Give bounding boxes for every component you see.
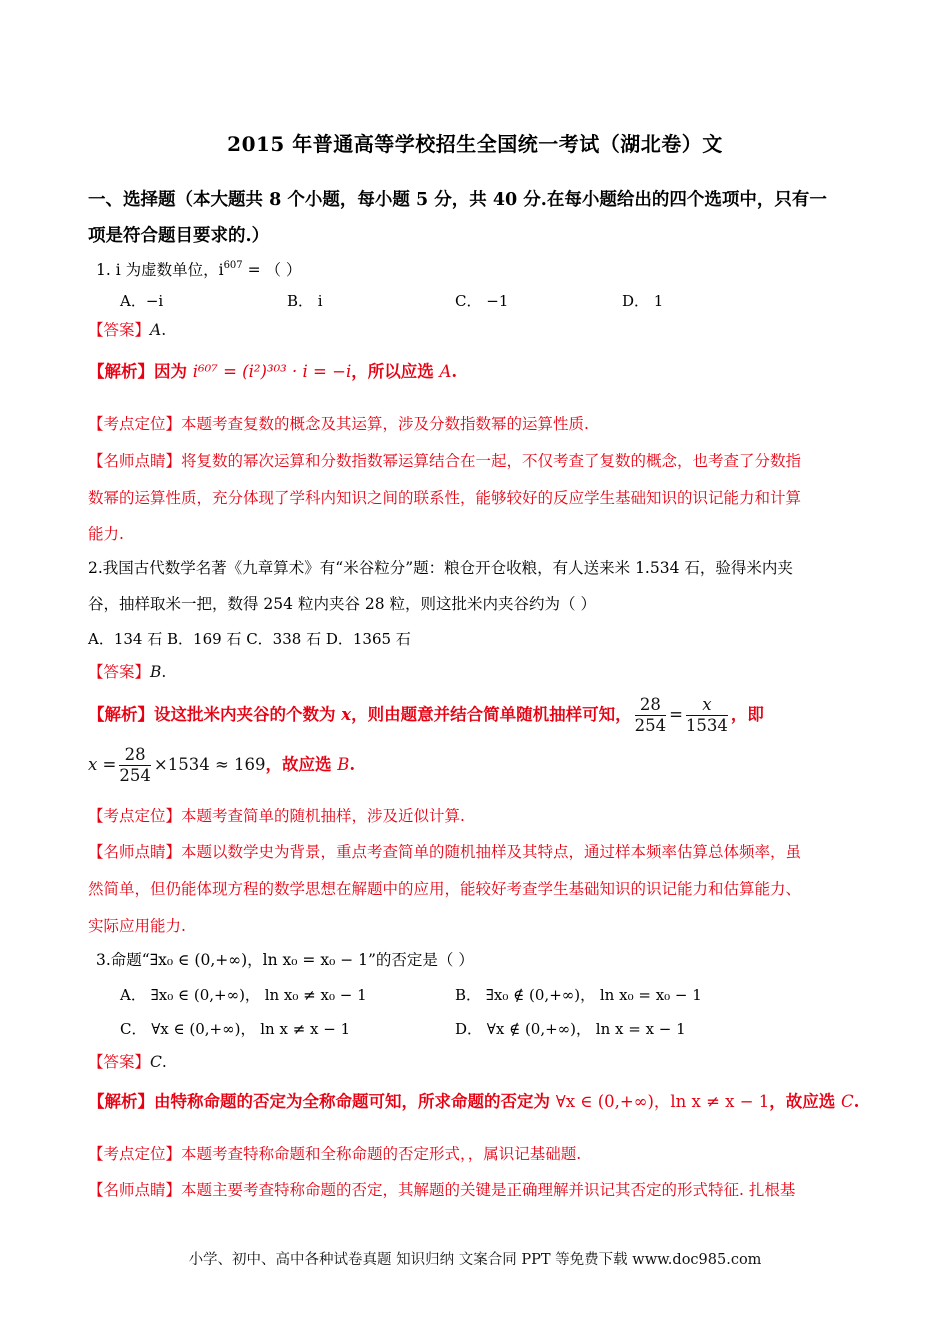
q2-mingshi-line3: 实际应用能力. <box>88 917 186 935</box>
q2-equation-lhs: x = <box>88 755 117 774</box>
q1-analysis-math: i⁶⁰⁷ = (i²)³⁰³ · i = −i <box>192 362 352 381</box>
q2-fraction-x-1534 <box>686 695 728 736</box>
q2-eq-frac-numerator: 28 <box>119 745 151 766</box>
q2-frac1-numerator: 28 <box>635 695 667 716</box>
q3-kaodian-tag: 【考点定位】 <box>88 1145 182 1163</box>
q1-analysis: 【解析】因为 i⁶⁰⁷ = (i²)³⁰³ · i = −i，所以应选 A. <box>88 362 458 381</box>
q2-frac2-numerator: x <box>686 695 728 716</box>
q1-option-d: D． 1 <box>622 292 664 310</box>
q1-kaodian-tag: 【考点定位】 <box>88 415 182 433</box>
q3-analysis-tail: ，故应选 <box>769 1092 842 1111</box>
q2-analysis: 【解析】设这批米内夹谷的个数为 x，则由题意并结合简单随机抽样可知， $\frac{28}{254}$ = $\frac{x}{1534}$ ，即 <box>88 695 764 735</box>
q3-option-d: D． ∀x ∉ (0,+∞)， ln x = x − 1 <box>455 1020 686 1038</box>
q2-answer: 【答案】B. <box>88 663 167 681</box>
q2-mingshi-line1 <box>88 840 801 862</box>
q2-eq-frac-denominator: 254 <box>119 766 151 785</box>
q3-option-a: A． ∃x₀ ∈ (0,+∞)， ln x₀ ≠ x₀ − 1 <box>120 986 367 1004</box>
q3-analysis-math: ∀x ∈ (0,+∞)，ln x ≠ x − 1 <box>555 1092 770 1111</box>
q3-mingshi-tag: 【名师点睛】 <box>88 1181 182 1199</box>
q1-stem-tail: = （ ） <box>242 261 302 279</box>
q3-analysis-text: 由特称命题的否定为全称命题可知，所求命题的否定为 <box>154 1092 556 1111</box>
q2-answer-value: B <box>150 663 162 681</box>
q2-stem-line2: 谷，抽样取米一把，数得 254 粒内夹谷 28 粒，则这批米内夹谷约为（ ） <box>88 595 596 613</box>
section-heading-line1: 一、选择题（本大题共 8 个小题，每小题 5 分，共 40 分.在每小题给出的四个选项中，只有一 <box>88 190 827 210</box>
q1-stem-exponent: 607 <box>223 260 243 271</box>
q1-option-c: C． −1 <box>455 292 509 310</box>
q3-analysis-tag: 【解析】 <box>88 1092 154 1111</box>
q2-analysis-line2: x = $\frac{28}{254}$ ×1534 ≈ 169，故应选 B. <box>88 745 356 785</box>
q1-kaodian-text: 本题考查复数的概念及其运算，涉及分数指数幂的运算性质. <box>181 415 589 433</box>
q1-analysis-text: 因为 <box>154 362 193 381</box>
q2-equation-tail: ，故应选 <box>265 755 338 774</box>
q2-answer-tag: 【答案】 <box>88 663 151 681</box>
q2-mingshi-text1: 本题以数学史为背景，重点考查简单的随机抽样及其特点，通过样本频率估算总体频率，虽 <box>181 843 802 861</box>
section-heading-line2: 项是符合题目要求的.） <box>88 226 270 246</box>
q2-equation-choice: B <box>337 755 350 774</box>
q1-stem <box>96 258 301 280</box>
q1-analysis-tail: ，所以应选 <box>351 362 440 381</box>
q2-stem-line1: 2.我国古代数学名著《九章算术》有“米谷粒分”题：粮仓开仓收粮，有人送来米 1.534 石，验得米内夹 <box>88 559 793 577</box>
q2-equation-rhs: ×1534 ≈ 169 <box>153 755 266 774</box>
q1-mingshi-line1 <box>88 449 801 471</box>
q2-mingshi-line2: 然简单，但仍能体现方程的数学思想在解题中的应用，能较好考查学生基础知识的识记能力和估算能力、 <box>88 880 802 898</box>
q3-answer-value: C <box>150 1053 162 1071</box>
q2-mingshi-tag: 【名师点睛】 <box>88 843 182 861</box>
q2-equation-fraction <box>119 745 151 786</box>
q1-analysis-tag: 【解析】 <box>88 362 154 381</box>
q3-analysis: 【解析】由特称命题的否定为全称命题可知，所求命题的否定为 ∀x ∈ (0,+∞)，ln x ≠ x − 1，故应选 C. <box>88 1092 860 1111</box>
q1-mingshi-line3: 能力. <box>88 525 124 543</box>
q2-analysis-text2: ，则由题意并结合简单随机抽样可知， <box>351 705 632 724</box>
q1-answer-tag: 【答案】 <box>88 321 151 339</box>
q3-option-c: C． ∀x ∈ (0,+∞)， ln x ≠ x − 1 <box>120 1020 351 1038</box>
q1-kaodian <box>88 412 589 434</box>
q2-frac2-denominator: 1534 <box>685 716 728 735</box>
q1-stem-text: 1. i 为虚数单位，i <box>96 261 224 279</box>
q2-kaodian-text: 本题考查简单的随机抽样，涉及近似计算. <box>181 807 465 825</box>
q2-analysis-tag: 【解析】 <box>88 705 154 724</box>
q3-kaodian <box>88 1142 581 1164</box>
q3-mingshi-line1 <box>88 1178 795 1200</box>
q1-option-a: A．−i <box>120 292 164 310</box>
q1-answer-value: A <box>150 321 162 339</box>
q2-analysis-var: x <box>341 705 352 724</box>
q2-frac1-denominator: 254 <box>634 716 667 735</box>
q2-kaodian-tag: 【考点定位】 <box>88 807 182 825</box>
q2-options: A．134 石 B．169 石 C．338 石 D．1365 石 <box>88 630 411 648</box>
q2-kaodian <box>88 804 465 826</box>
q3-stem: 3.命题“∃x₀ ∈ (0,+∞)，ln x₀ = x₀ − 1”的否定是（ ） <box>96 951 474 969</box>
q3-kaodian-text: 本题考查特称命题和全称命题的否定形式，，属识记基础题. <box>181 1145 582 1163</box>
q1-mingshi-text1: 将复数的幂次运算和分数指数幂运算结合在一起，不仅考查了复数的概念，也考查了分数指 <box>181 452 802 470</box>
q2-analysis-text: 设这批米内夹谷的个数为 <box>154 705 342 724</box>
q1-option-b: B． i <box>287 292 323 310</box>
q3-option-b: B． ∃x₀ ∉ (0,+∞)， ln x₀ = x₀ − 1 <box>455 986 702 1004</box>
q1-mingshi-line2: 数幂的运算性质，充分体现了学科内知识之间的联系性，能够较好的反应学生基础知识的识记能力和计算 <box>88 489 802 507</box>
q3-answer-tag: 【答案】 <box>88 1053 151 1071</box>
page-footer: 小学、初中、高中各种试卷真题 知识归纳 文案合同 PPT 等免费下载 www.doc985.com <box>188 1252 762 1268</box>
q3-answer: 【答案】C. <box>88 1053 167 1071</box>
q2-fraction-28-254 <box>635 695 667 736</box>
q1-answer: 【答案】A. <box>88 321 167 339</box>
q3-mingshi-text1: 本题主要考查特称命题的否定，其解题的关键是正确理解并识记其否定的形式特征. 扎根基 <box>181 1181 796 1199</box>
page-title: 2015 年普通高等学校招生全国统一考试（湖北卷）文 <box>227 132 723 156</box>
q3-analysis-choice: C <box>841 1092 854 1111</box>
q1-analysis-choice: A <box>439 362 452 381</box>
q1-mingshi-tag: 【名师点睛】 <box>88 452 182 470</box>
q2-analysis-tail: ，即 <box>730 705 764 724</box>
